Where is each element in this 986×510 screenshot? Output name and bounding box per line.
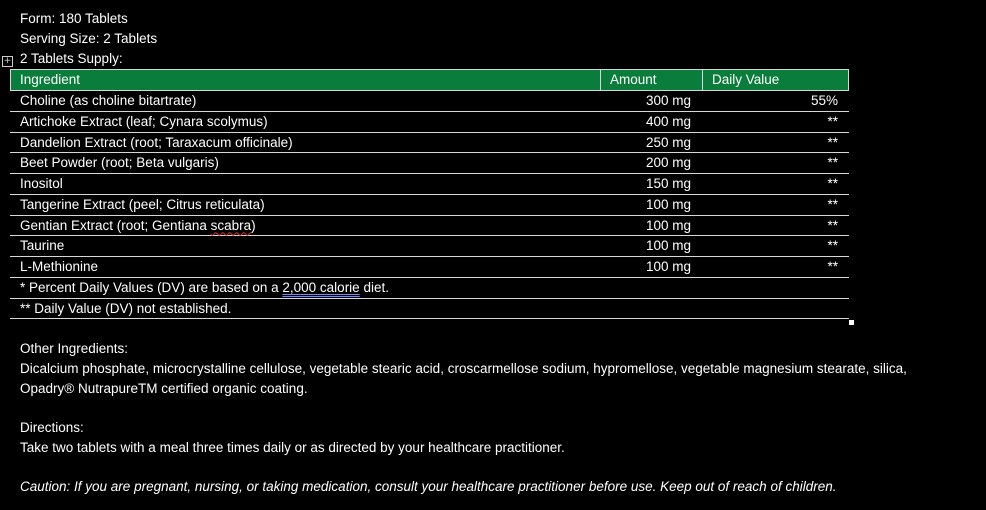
ingredient-cell: Dandelion Extract (root; Taraxacum officinale) bbox=[20, 134, 293, 150]
other-ingredients-text-line1: Dicalcium phosphate, microcrystalline cellulose, vegetable stearic acid, croscarmellose sodium, hypromellose, vegetable magnesium stearate, silica, bbox=[20, 361, 907, 376]
amount-cell: 100 mg bbox=[645, 259, 691, 274]
directions-text: Take two tablets with a meal three times daily or as directed by your healthcare practitioner. bbox=[20, 440, 565, 455]
grammar-flagged-phrase[interactable]: 2,000 calorie bbox=[282, 279, 360, 295]
amount-cell: 300 mg bbox=[645, 93, 691, 108]
caution-text: Caution: If you are pregnant, nursing, or taking medication, consult your healthcare practitioner before use. Keep out of reach of children. bbox=[20, 479, 837, 494]
table-row bbox=[10, 174, 849, 195]
ingredient-cell: Taurine bbox=[20, 238, 65, 254]
table-row bbox=[10, 91, 849, 112]
supply-line: 2 Tablets Supply: bbox=[20, 51, 123, 66]
amount-cell: 100 mg bbox=[645, 196, 691, 212]
table-row bbox=[10, 236, 849, 257]
column-header-ingredient: Ingredient bbox=[20, 72, 81, 87]
ingredient-text-end: ) bbox=[251, 217, 256, 233]
daily-value-cell: ** bbox=[827, 217, 838, 233]
other-ingredients-text-line2: Opadry® NutrapureTM certified organic coating. bbox=[20, 381, 308, 396]
table-row bbox=[10, 216, 849, 237]
serving-size-line: Serving Size: 2 Tablets bbox=[20, 31, 158, 46]
ingredient-cell: Choline (as choline bitartrate) bbox=[20, 93, 197, 108]
ingredient-cell: Tangerine Extract (peel; Citrus reticulata) bbox=[20, 196, 265, 212]
ingredient-cell: Inositol bbox=[20, 176, 63, 191]
amount-cell: 200 mg bbox=[645, 155, 691, 171]
daily-value-cell: 55% bbox=[810, 93, 838, 108]
footnote-text: ** Daily Value (DV) not established. bbox=[20, 300, 232, 316]
daily-value-cell: ** bbox=[827, 259, 838, 274]
daily-value-cell: ** bbox=[827, 238, 838, 254]
supplement-facts-table bbox=[10, 69, 849, 319]
form-line: Form: 180 Tablets bbox=[20, 11, 128, 26]
ingredient-cell: Beet Powder (root; Beta vulgaris) bbox=[20, 155, 219, 171]
daily-value-cell: ** bbox=[827, 134, 838, 150]
table-row bbox=[10, 195, 849, 216]
column-header-daily-value: Daily Value bbox=[702, 70, 779, 90]
daily-value-cell: ** bbox=[827, 176, 838, 191]
footnote-row-dv-basis bbox=[10, 278, 849, 299]
table-header-row bbox=[10, 69, 849, 91]
table-row bbox=[10, 112, 849, 133]
ingredient-cell bbox=[20, 216, 256, 236]
table-move-handle-icon[interactable]: + bbox=[3, 56, 12, 66]
other-ingredients-title: Other Ingredients: bbox=[20, 341, 129, 356]
daily-value-cell: ** bbox=[827, 196, 838, 212]
table-row bbox=[10, 133, 849, 154]
ingredient-cell: Artichoke Extract (leaf; Cynara scolymus) bbox=[20, 113, 268, 129]
amount-cell: 400 mg bbox=[645, 113, 691, 129]
footnote-text bbox=[20, 278, 389, 298]
spelling-flagged-word[interactable]: scabra bbox=[210, 217, 252, 233]
directions-title: Directions: bbox=[20, 420, 84, 435]
table-row bbox=[10, 153, 849, 174]
ingredient-cell: L-Methionine bbox=[20, 259, 99, 274]
amount-cell: 100 mg bbox=[645, 238, 691, 254]
daily-value-cell: ** bbox=[827, 113, 838, 129]
column-header-amount: Amount bbox=[600, 70, 657, 90]
footnote-text-end: diet. bbox=[359, 279, 389, 295]
footnote-text-start: * Percent Daily Values (DV) are based on a bbox=[20, 279, 283, 295]
amount-cell: 150 mg bbox=[645, 176, 691, 191]
daily-value-cell: ** bbox=[827, 155, 838, 171]
amount-cell: 250 mg bbox=[645, 134, 691, 150]
table-resize-handle[interactable] bbox=[849, 320, 854, 325]
ingredient-text: Gentian Extract (root; Gentiana bbox=[20, 217, 211, 233]
amount-cell: 100 mg bbox=[645, 217, 691, 233]
footnote-row-dv-not-established bbox=[10, 299, 849, 320]
table-row bbox=[10, 257, 849, 278]
